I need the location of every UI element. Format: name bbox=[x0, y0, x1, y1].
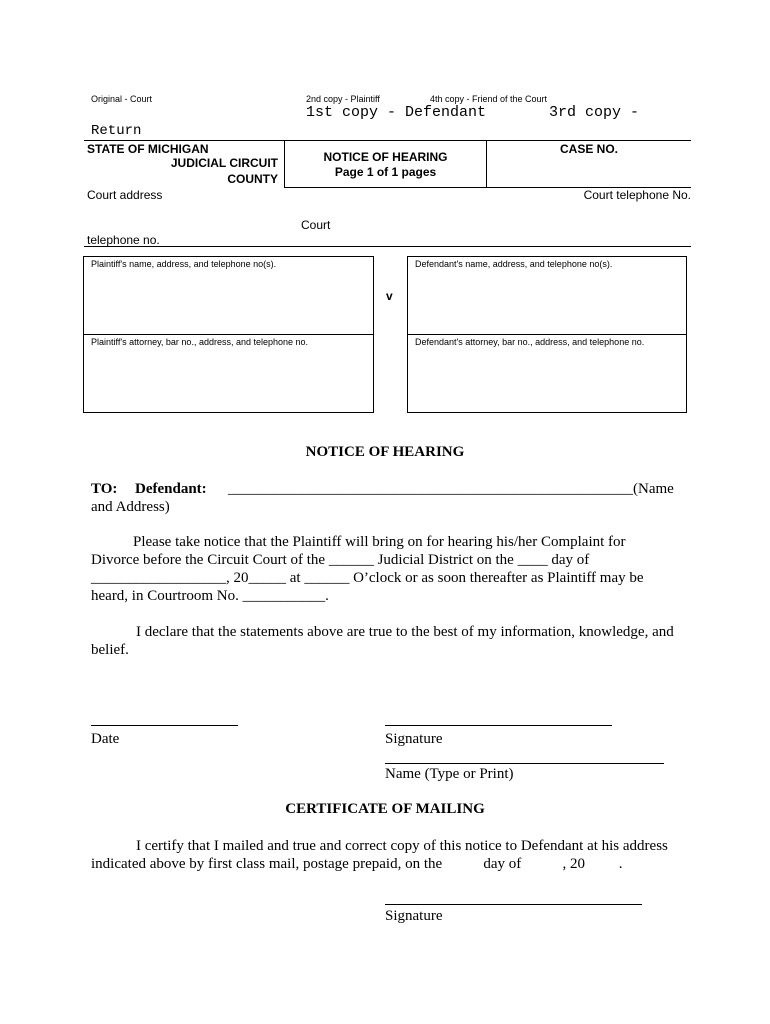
copy-second-label: 2nd copy - Plaintiff bbox=[306, 94, 380, 104]
defendant-label: Defendant: bbox=[135, 481, 207, 497]
to-label: TO: bbox=[91, 481, 118, 497]
declaration-line-2: belief. bbox=[91, 642, 129, 658]
versus-label: v bbox=[386, 289, 393, 303]
court-address-label: Court address bbox=[87, 188, 163, 202]
certificate-line-1: I certify that I mailed and true and correct copy of this notice to Defendant at his address bbox=[136, 838, 668, 854]
plaintiff-box-divider bbox=[83, 334, 374, 335]
copy-fourth-label: 4th copy - Friend of the Court bbox=[430, 94, 548, 104]
court-telephone-label: Court telephone No. bbox=[583, 188, 691, 202]
defendant-name-line: ______________________________________________________(Name bbox=[228, 481, 674, 497]
certificate-signature-line bbox=[385, 904, 642, 905]
court-word: Court bbox=[301, 218, 331, 232]
case-no-label: CASE NO. bbox=[559, 142, 618, 156]
signature-line bbox=[385, 725, 612, 726]
name-type-print-label: Name (Type or Print) bbox=[385, 766, 514, 782]
notice-para-line-3: __________________, 20_____ at ______ O’clock or as soon thereafter as Plaintiff may be bbox=[91, 570, 644, 586]
certificate-line-2: indicated above by first class mail, postage prepaid, on the day of , 20 . bbox=[91, 856, 623, 872]
defendant-box-divider bbox=[407, 334, 687, 335]
signature-label: Signature bbox=[385, 731, 443, 747]
page-info: Page 1 of 1 pages bbox=[334, 165, 437, 179]
county-label: COUNTY bbox=[227, 172, 278, 186]
certificate-heading: CERTIFICATE OF MAILING bbox=[285, 801, 485, 817]
notice-para-line-2: Divorce before the Circuit Court of the ______ Judicial District on the ____ day of bbox=[91, 552, 590, 568]
defendant-name-label: Defendant's name, address, and telephone no(s). bbox=[415, 259, 613, 269]
notice-para-line-4: heard, in Courtroom No. ___________. bbox=[91, 588, 329, 604]
notice-heading: NOTICE OF HEARING bbox=[305, 444, 465, 460]
judicial-circuit-label: JUDICIAL CIRCUIT bbox=[170, 156, 278, 170]
telephone-no-label: telephone no. bbox=[87, 233, 160, 247]
header-top-rule bbox=[84, 140, 691, 141]
notice-title: NOTICE OF HEARING bbox=[323, 150, 448, 164]
court-bottom-rule bbox=[84, 246, 691, 247]
plaintiff-name-label: Plaintiff's name, address, and telephone no(s). bbox=[91, 259, 277, 269]
state-of-michigan: STATE OF MICHIGAN bbox=[87, 142, 209, 156]
defendant-attorney-label: Defendant's attorney, bar no., address, and telephone no. bbox=[415, 337, 645, 347]
copy-first-third-label: 1st copy - Defendant 3rd copy - bbox=[306, 104, 640, 121]
plaintiff-attorney-label: Plaintiff's attorney, bar no., address, and telephone no. bbox=[91, 337, 309, 347]
copy-original-label: Original - Court bbox=[91, 94, 153, 104]
name-line bbox=[385, 763, 664, 764]
date-line bbox=[91, 725, 238, 726]
certificate-signature-label: Signature bbox=[385, 908, 443, 924]
and-address-label: and Address) bbox=[91, 499, 170, 515]
date-label: Date bbox=[91, 731, 120, 747]
notice-para-line-1: Please take notice that the Plaintiff will bring on for hearing his/her Complaint for bbox=[133, 534, 626, 550]
copy-return-label: Return bbox=[91, 123, 142, 139]
declaration-line-1: I declare that the statements above are true to the best of my information, knowledge, and bbox=[136, 624, 674, 640]
